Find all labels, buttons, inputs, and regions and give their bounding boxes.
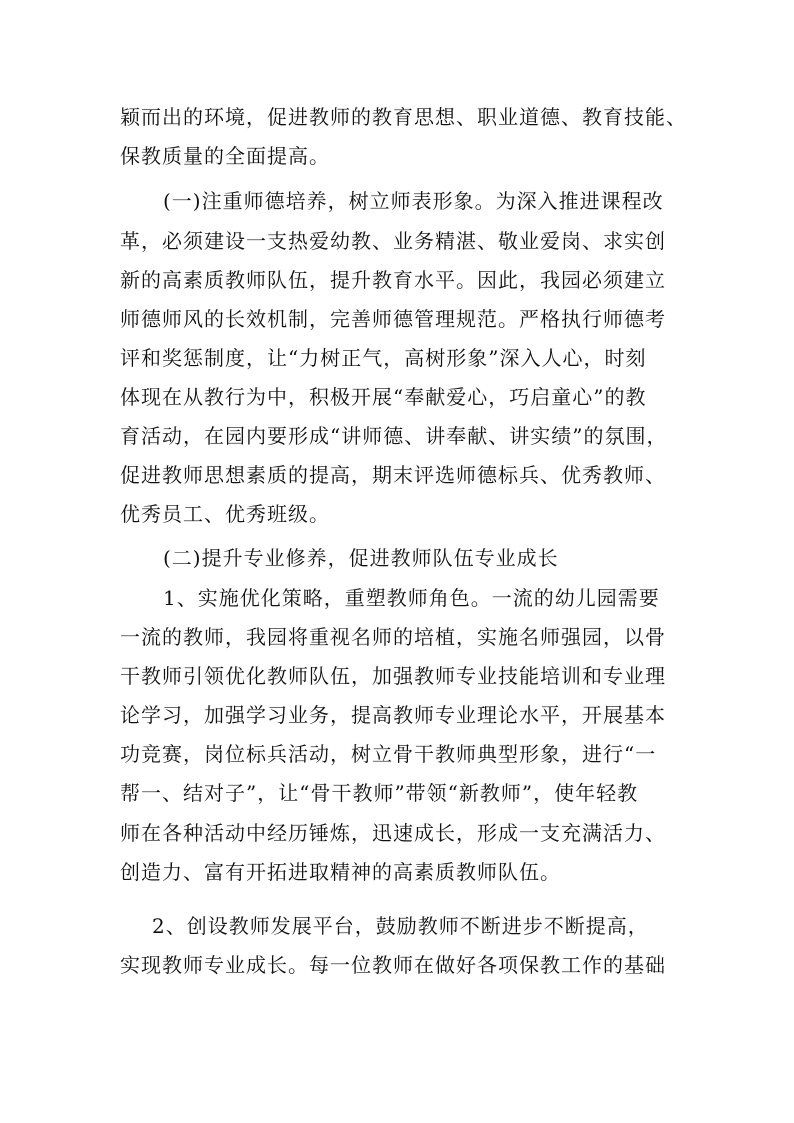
text-line: 革，必须建设一支热爱幼教、业务精湛、敬业爱岗、求实创 [120,229,666,253]
text-line: 2、创设教师发展平台，鼓励教师不断进步不断提高， [152,914,649,938]
text-line: 体现在从教行为中，积极开展“奉献爱心，巧启童心”的教 [120,385,647,409]
text-line: 论学习，加强学习业务，提高教师专业理论水平，开展基本 [120,703,666,727]
text-line: 促进教师思想素质的提高，期末评选师德标兵、优秀教师、 [120,463,666,487]
text-line: 干教师引领优化教师队伍，加强教师专业技能培训和专业理 [120,664,666,688]
text-line: 优秀员工、优秀班级。 [120,502,330,526]
heading-line: (二)提升专业修养，促进教师队伍专业成长 [163,546,559,570]
text-line: 功竞赛，岗位标兵活动，树立骨干教师典型形象，进行“一 [120,742,657,766]
text-line: 1、实施优化策略，重塑教师角色。一流的幼儿园需要 [163,586,660,610]
text-line: 评和奖惩制度，让“力树正气，高树形象”深入人心，时刻 [120,346,647,370]
text-line: 新的高素质教师队伍，提升教育水平。因此，我园必须建立 [120,268,666,292]
text-line: 帮一、结对子”，让“骨干教师”带领“新教师”，使年轻教 [120,781,639,805]
text-line: 实现教师专业成长。每一位教师在做好各项保教工作的基础 [120,953,666,977]
text-line: 师德师风的长效机制，完善师德管理规范。严格执行师德考 [120,307,666,331]
text-line: 颖而出的环境，促进教师的教育思想、职业道德、教育技能、 [120,105,687,129]
text-line: 师在各种活动中经历锤炼，迅速成长，形成一支充满活力、 [120,821,666,845]
text-line: 育活动，在园内要形成“讲师德、讲奉献、讲实绩”的氛围， [120,424,668,448]
text-line: (一)注重师德培养，树立师表形象。为深入推进课程改 [163,189,664,213]
text-line: 保教质量的全面提高。 [120,144,330,168]
text-line: 创造力、富有开拓进取精神的高素质教师队伍。 [120,860,561,884]
text-line: 一流的教师，我园将重视名师的培植，实施名师强园，以骨 [120,625,666,649]
